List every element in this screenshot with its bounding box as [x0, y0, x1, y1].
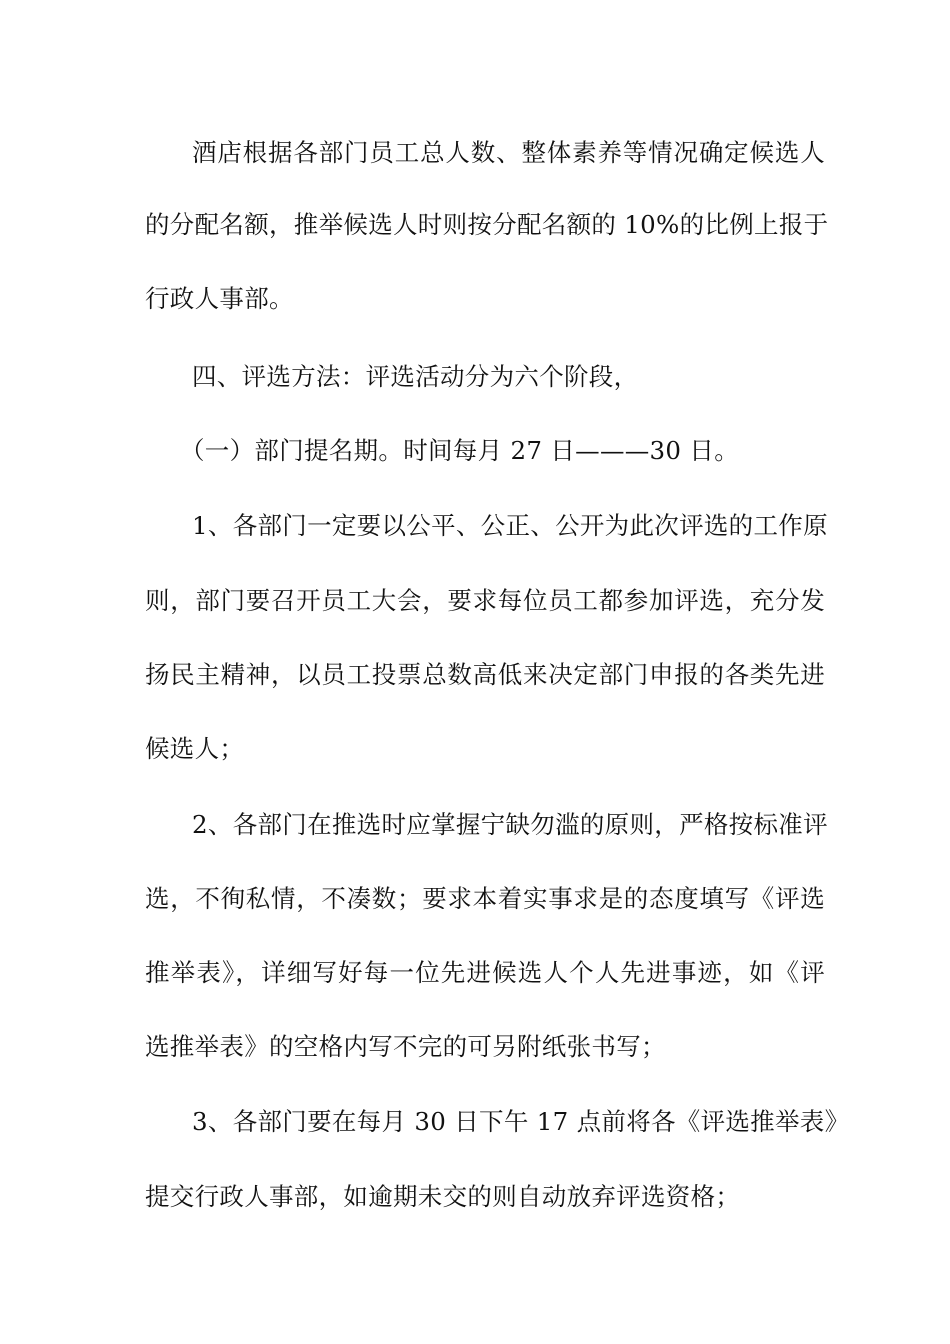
- paragraph-line: 行政人事部。: [145, 284, 294, 313]
- paragraph-line: 酒店根据各部门员工总人数、整体素养等情况确定候选人: [192, 138, 825, 167]
- subsection-heading: （一）部门提名期。时间每月 27 日———30 日。: [180, 436, 740, 465]
- paragraph-line: 扬民主精神，以员工投票总数高低来决定部门申报的各类先进: [145, 660, 825, 689]
- paragraph-line: 候选人；: [145, 734, 245, 763]
- paragraph-line: 的分配名额，推举候选人时则按分配名额的 10%的比例上报于: [145, 210, 829, 239]
- paragraph-line: 提交行政人事部，如逾期未交的则自动放弃评选资格；: [145, 1182, 741, 1211]
- paragraph-line: 推举表》，详细写好每一位先进候选人个人先进事迹，如《评: [145, 958, 825, 987]
- paragraph-line: 2、各部门在推选时应掌握宁缺勿滥的原则，严格按标准评: [192, 810, 828, 839]
- paragraph-line: 选，不徇私情，不凑数；要求本着实事求是的态度填写《评选: [145, 884, 825, 913]
- paragraph-line: 则，部门要召开员工大会，要求每位员工都参加评选，充分发: [145, 586, 825, 615]
- paragraph-line: 选推举表》的空格内写不完的可另附纸张书写；: [145, 1032, 666, 1061]
- section-heading: 四、评选方法：评选活动分为六个阶段，: [192, 362, 639, 391]
- paragraph-line: 1、各部门一定要以公平、公正、公开为此次评选的工作原: [192, 511, 828, 540]
- paragraph-line: 3、各部门要在每月 30 日下午 17 点前将各《评选推举表》: [192, 1107, 850, 1136]
